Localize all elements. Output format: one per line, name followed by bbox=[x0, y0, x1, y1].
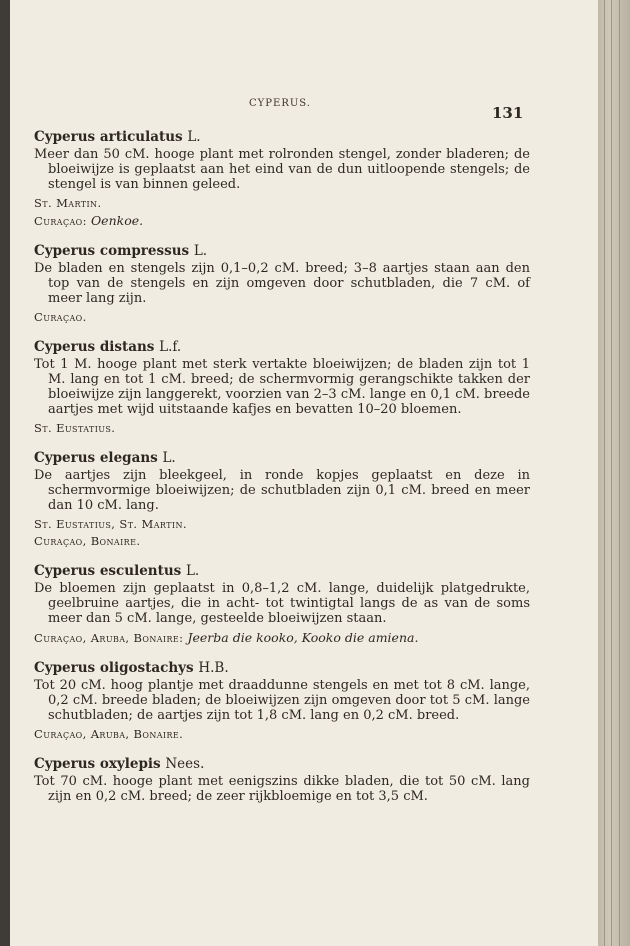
species-name: Cyperus distans bbox=[34, 339, 155, 355]
native-locality: Curaçao: bbox=[34, 214, 87, 228]
species-heading bbox=[34, 449, 530, 467]
page-number: 131 bbox=[492, 104, 524, 122]
species-heading bbox=[34, 562, 530, 580]
species-author: L. bbox=[193, 243, 208, 259]
species-entries bbox=[34, 126, 530, 816]
running-head: CYPERUS. bbox=[249, 98, 311, 109]
species-name: Cyperus oxylepis bbox=[34, 756, 161, 772]
native-plant-name: Jeerba die kooko, Kooko die amiena. bbox=[187, 630, 419, 645]
species-entry bbox=[34, 128, 530, 230]
native-name-line bbox=[34, 212, 530, 230]
species-entry bbox=[34, 562, 530, 647]
species-heading bbox=[34, 659, 530, 677]
species-name: Cyperus articulatus bbox=[34, 129, 183, 145]
species-description: De bladen en stengels zijn 0,1–0,2 cM. breed; 3–8 aartjes staan aan den top van de stengels en zijn omgeven door schutbladen, die 7 cM. of meer lang zijn. bbox=[34, 261, 530, 306]
locality-line: St. Eustatius, St. Martin. bbox=[34, 517, 187, 531]
species-entry bbox=[34, 755, 530, 804]
species-entry bbox=[34, 449, 530, 550]
species-description: De aartjes zijn bleekgeel, in ronde kopjes geplaatst en deze in schermvormige bloeiwijzen; de schutbladen zijn 0,1 cM. breed en meer dan 10 cM. lang. bbox=[34, 468, 530, 513]
native-locality: Curaçao, Aruba, Bonaire: bbox=[34, 631, 184, 645]
species-heading bbox=[34, 338, 530, 356]
species-name: Cyperus oligostachys bbox=[34, 660, 194, 676]
locality-line: Curaçao, Bonaire. bbox=[34, 534, 141, 548]
species-description: Tot 1 M. hooge plant met sterk vertakte bloeiwijzen; de bladen zijn tot 1 M. lang en tot 1 cM. breed; de schermvormig gerangschikte takken der bloeiwijze zijn langgerekt, voorzien van 2–3 cM. lange en 0,1 cM. breede aartjes met wijd uitstaande kafjes en bevatten 10–20 bloemen. bbox=[34, 357, 530, 417]
species-name: Cyperus compressus bbox=[34, 243, 190, 259]
species-name: Cyperus elegans bbox=[34, 450, 158, 466]
species-author: L. bbox=[187, 129, 201, 145]
species-entry bbox=[34, 338, 530, 437]
native-plant-name: Oenkoe. bbox=[90, 213, 144, 228]
species-author: L.f. bbox=[159, 339, 182, 355]
book-page bbox=[10, 0, 598, 946]
species-heading bbox=[34, 242, 530, 260]
species-description: Meer dan 50 cM. hooge plant met rolronden stengel, zonder bladeren; de bloeiwijze is geplaatst aan het eind van de dun uitloopende stengels; de stengel is van binnen geleed. bbox=[34, 147, 530, 192]
species-entry bbox=[34, 659, 530, 743]
species-description: Tot 20 cM. hoog plantje met draaddunne stengels en met tot 8 cM. lange, 0,2 cM. breede bladen; de bloeiwijzen zijn omgeven door tot 5 cM. lange schutbladen; de aartjes zijn tot 1,8 cM. lang en 0,2 cM. breed. bbox=[34, 678, 530, 723]
species-entry bbox=[34, 242, 530, 326]
species-description: De bloemen zijn geplaatst in 0,8–1,2 cM. lange, duidelijk platgedrukte, geelbruine aartjes, die in acht- tot twintigtal langs de as van de soms meer dan 5 cM. lange, gesteelde bloeiwijzen staan. bbox=[34, 581, 530, 626]
species-author: H.B. bbox=[198, 660, 229, 676]
native-name-line bbox=[34, 629, 530, 647]
species-author: L. bbox=[185, 563, 200, 579]
species-description: Tot 70 cM. hooge plant met eenigszins dikke bladen, die tot 50 cM. lang zijn en 0,2 cM. breed; de zeer rijkbloemige en tot 3,5 cM. bbox=[34, 774, 530, 804]
book-spine-edge bbox=[598, 0, 630, 946]
locality-line: St. Martin. bbox=[34, 196, 102, 210]
species-heading bbox=[34, 128, 530, 146]
locality-line: St. Eustatius. bbox=[34, 421, 116, 435]
species-author: Nees. bbox=[165, 756, 205, 772]
species-heading bbox=[34, 755, 530, 773]
species-name: Cyperus esculentus bbox=[34, 563, 182, 579]
species-author: L. bbox=[162, 450, 176, 466]
locality-line: Curaçao, Aruba, Bonaire. bbox=[34, 727, 184, 741]
locality-line: Curaçao. bbox=[34, 310, 87, 324]
